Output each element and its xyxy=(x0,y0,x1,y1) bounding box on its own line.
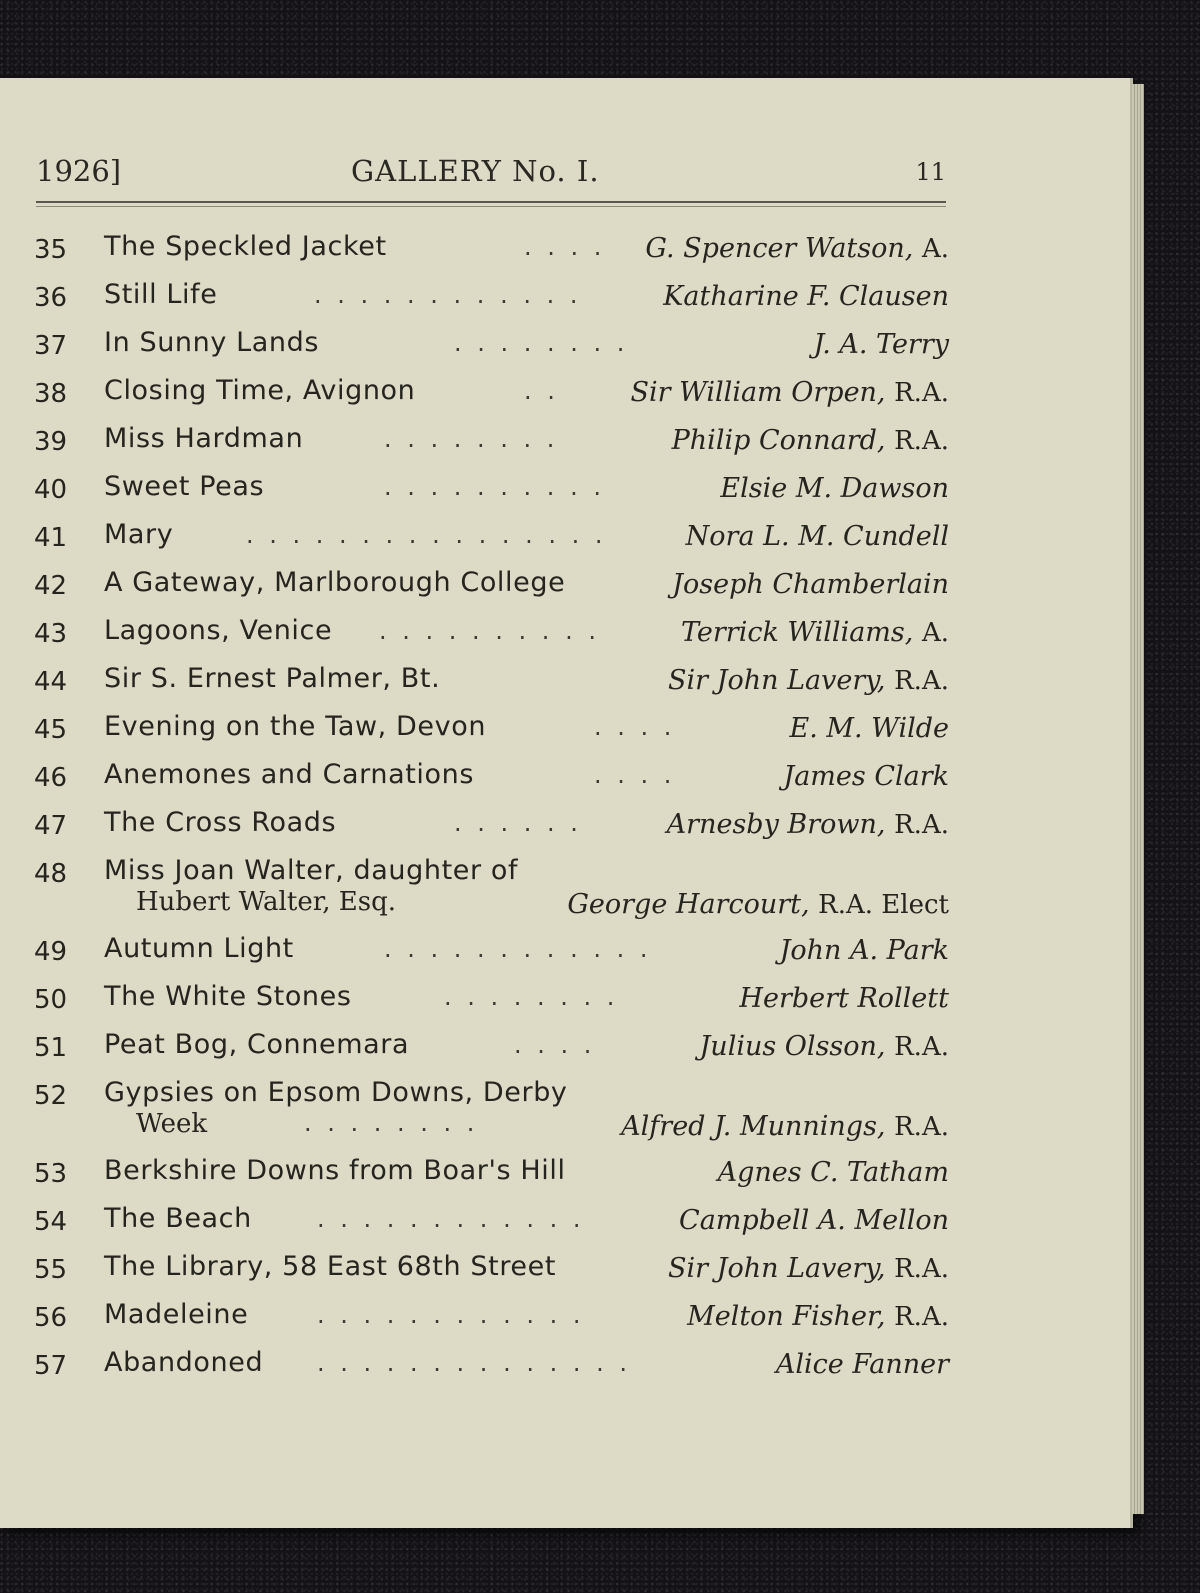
header-rule xyxy=(36,201,946,207)
entry-number: 52 xyxy=(34,1081,68,1111)
entry-artist xyxy=(672,569,949,600)
entry-title: Sweet Peas xyxy=(104,471,265,502)
catalogue-page xyxy=(0,78,1133,1528)
artist-name: Herbert Rollett xyxy=(739,983,949,1014)
artist-name: Katharine F. Clausen xyxy=(663,281,949,312)
entry-title: A Gateway, Marlborough College xyxy=(104,567,566,598)
catalogue-entries xyxy=(34,231,949,1395)
artist-name: Nora L. M. Cundell xyxy=(685,521,949,552)
entry-number: 46 xyxy=(34,763,68,793)
entry-artist xyxy=(776,1349,949,1380)
catalogue-entry xyxy=(34,1077,949,1155)
entry-title: Anemones and Carnations xyxy=(104,759,475,790)
page-edge xyxy=(1132,84,1144,1514)
entry-number: 50 xyxy=(34,985,68,1015)
catalogue-entry xyxy=(34,279,949,327)
entry-artist xyxy=(667,809,949,840)
artist-honour: R.A. xyxy=(894,426,949,456)
artist-name: J. A. Terry xyxy=(813,329,949,360)
dot-leader: . . xyxy=(524,377,559,405)
artist-honour: R.A. xyxy=(894,1032,949,1062)
entry-title: Abandoned xyxy=(104,1347,264,1378)
entry-number: 49 xyxy=(34,937,68,967)
entry-artist xyxy=(813,329,949,360)
catalogue-entry xyxy=(34,231,949,279)
catalogue-entry xyxy=(34,1203,949,1251)
artist-honour: A. xyxy=(921,234,949,264)
entry-title-continued: Week xyxy=(136,1109,208,1139)
catalogue-entry xyxy=(34,567,949,615)
entry-artist xyxy=(621,1111,949,1142)
dot-leader: . . . . . . . . xyxy=(384,425,559,453)
entry-title: Berkshire Downs from Boar's Hill xyxy=(104,1155,566,1186)
entry-artist xyxy=(645,233,949,264)
artist-name: John A. Park xyxy=(779,935,949,966)
entry-artist xyxy=(780,935,949,966)
artist-honour: R.A. Elect xyxy=(818,890,949,920)
entry-title: Closing Time, Avignon xyxy=(104,375,416,406)
artist-name: Sir John Lavery, xyxy=(668,1253,886,1284)
catalogue-entry xyxy=(34,933,949,981)
dot-leader: . . . . xyxy=(524,233,606,261)
entry-artist xyxy=(783,761,949,792)
catalogue-entry xyxy=(34,327,949,375)
entry-title: In Sunny Lands xyxy=(104,327,319,358)
dot-leader: . . . . . . . . . . . . . . xyxy=(317,1349,631,1377)
entry-number: 43 xyxy=(34,619,68,649)
header-year: 1926] xyxy=(36,154,122,188)
entry-title: Madeleine xyxy=(104,1299,249,1330)
dot-leader: . . . . . . . . xyxy=(444,983,619,1011)
entry-artist xyxy=(679,1205,949,1236)
entry-title: The Speckled Jacket xyxy=(104,231,387,262)
header-title: GALLERY No. I. xyxy=(351,154,600,188)
catalogue-entry xyxy=(34,1251,949,1299)
entry-artist xyxy=(663,281,949,312)
artist-name: G. Spencer Watson, xyxy=(645,233,914,264)
catalogue-entry xyxy=(34,711,949,759)
catalogue-entry xyxy=(34,807,949,855)
dot-leader: . . . . . . . . xyxy=(454,329,629,357)
entry-number: 48 xyxy=(34,859,68,889)
artist-name: Terrick Williams, xyxy=(680,617,914,648)
entry-title: Miss Joan Walter, daughter of xyxy=(104,855,519,886)
entry-number: 55 xyxy=(34,1255,68,1285)
dot-leader: . . . . . . . . . . . . xyxy=(317,1301,585,1329)
entry-artist xyxy=(672,425,949,456)
artist-honour: R.A. xyxy=(894,1112,949,1142)
entry-title: The Library, 58 East 68th Street xyxy=(104,1251,557,1282)
artist-name: Arnesby Brown, xyxy=(666,809,886,840)
entry-artist xyxy=(699,1031,949,1062)
catalogue-entry xyxy=(34,375,949,423)
artist-name: James Clark xyxy=(783,761,949,792)
artist-name: E. M. Wilde xyxy=(789,713,949,744)
catalogue-entry xyxy=(34,1347,949,1395)
catalogue-entry xyxy=(34,1155,949,1203)
entry-title: Lagoons, Venice xyxy=(104,615,333,646)
artist-name: Alfred J. Munnings, xyxy=(621,1111,886,1142)
entry-number: 57 xyxy=(34,1351,68,1381)
entry-artist xyxy=(668,1253,949,1284)
dot-leader: . . . . xyxy=(514,1031,596,1059)
catalogue-entry xyxy=(34,1299,949,1347)
artist-honour: A. xyxy=(921,618,949,648)
dot-leader: . . . . . . xyxy=(454,809,582,837)
catalogue-entry xyxy=(34,615,949,663)
entry-number: 53 xyxy=(34,1159,68,1189)
artist-name: Campbell A. Mellon xyxy=(679,1205,949,1236)
entry-number: 42 xyxy=(34,571,68,601)
dot-leader: . . . . . . . . . . . . xyxy=(317,1205,585,1233)
entry-number: 45 xyxy=(34,715,68,745)
entry-artist xyxy=(718,1157,949,1188)
entry-number: 40 xyxy=(34,475,68,505)
catalogue-entry xyxy=(34,855,949,933)
artist-name: Elsie M. Dawson xyxy=(720,473,949,504)
artist-name: Melton Fisher, xyxy=(687,1301,886,1332)
entry-title: Evening on the Taw, Devon xyxy=(104,711,487,742)
artist-honour: R.A. xyxy=(894,378,949,408)
artist-name: Sir John Lavery, xyxy=(668,665,886,696)
entry-number: 54 xyxy=(34,1207,68,1237)
artist-name: Sir William Orpen, xyxy=(630,377,886,408)
entry-artist xyxy=(720,473,949,504)
entry-artist xyxy=(681,617,949,648)
artist-name: Julius Olsson, xyxy=(699,1031,886,1062)
catalogue-entry xyxy=(34,1029,949,1077)
entry-artist xyxy=(687,1301,949,1332)
entry-artist xyxy=(739,983,949,1014)
dot-leader: . . . . . . . . . . . . . . . . xyxy=(246,521,607,549)
dot-leader: . . . . . . . . xyxy=(304,1109,479,1137)
entry-title-continued: Hubert Walter, Esq. xyxy=(136,887,397,917)
entry-number: 36 xyxy=(34,283,68,313)
page-header xyxy=(36,150,946,192)
catalogue-entry xyxy=(34,519,949,567)
artist-honour: R.A. xyxy=(894,1254,949,1284)
entry-title: Miss Hardman xyxy=(104,423,304,454)
entry-number: 41 xyxy=(34,523,68,553)
artist-honour: R.A. xyxy=(894,1302,949,1332)
entry-number: 35 xyxy=(34,235,68,265)
entry-number: 47 xyxy=(34,811,68,841)
entry-number: 56 xyxy=(34,1303,68,1333)
entry-artist xyxy=(790,713,950,744)
entry-number: 39 xyxy=(34,427,68,457)
entry-number: 38 xyxy=(34,379,68,409)
entry-number: 44 xyxy=(34,667,68,697)
artist-name: Philip Connard, xyxy=(671,425,886,456)
entry-title: Autumn Light xyxy=(104,933,294,964)
dot-leader: . . . . . . . . . . xyxy=(379,617,600,645)
dot-leader: . . . . . . . . . . . . xyxy=(384,935,652,963)
artist-name: Alice Fanner xyxy=(775,1349,949,1380)
entry-title: Gypsies on Epsom Downs, Derby xyxy=(104,1077,568,1108)
entry-artist xyxy=(668,665,949,696)
artist-honour: R.A. xyxy=(894,666,949,696)
catalogue-entry xyxy=(34,471,949,519)
catalogue-entry xyxy=(34,663,949,711)
catalogue-entry xyxy=(34,981,949,1029)
entry-title: The Beach xyxy=(104,1203,252,1234)
artist-name: Agnes C. Tatham xyxy=(717,1157,949,1188)
artist-name: Joseph Chamberlain xyxy=(672,569,949,600)
entry-number: 51 xyxy=(34,1033,68,1063)
entry-artist xyxy=(567,889,949,920)
dot-leader: . . . . xyxy=(594,713,676,741)
dot-leader: . . . . xyxy=(594,761,676,789)
catalogue-entry xyxy=(34,759,949,807)
entry-number: 37 xyxy=(34,331,68,361)
entry-title: Peat Bog, Connemara xyxy=(104,1029,410,1060)
entry-title: Still Life xyxy=(104,279,218,310)
catalogue-entry xyxy=(34,423,949,471)
entry-artist xyxy=(686,521,949,552)
artist-name: George Harcourt, xyxy=(567,889,810,920)
header-page-number: 11 xyxy=(915,158,946,186)
entry-title: Sir S. Ernest Palmer, Bt. xyxy=(104,663,441,694)
entry-title: Mary xyxy=(104,519,174,550)
entry-artist xyxy=(631,377,949,408)
dot-leader: . . . . . . . . . . . . xyxy=(314,281,582,309)
entry-title: The Cross Roads xyxy=(104,807,337,838)
dot-leader: . . . . . . . . . . xyxy=(384,473,605,501)
entry-title: The White Stones xyxy=(104,981,352,1012)
artist-honour: R.A. xyxy=(894,810,949,840)
